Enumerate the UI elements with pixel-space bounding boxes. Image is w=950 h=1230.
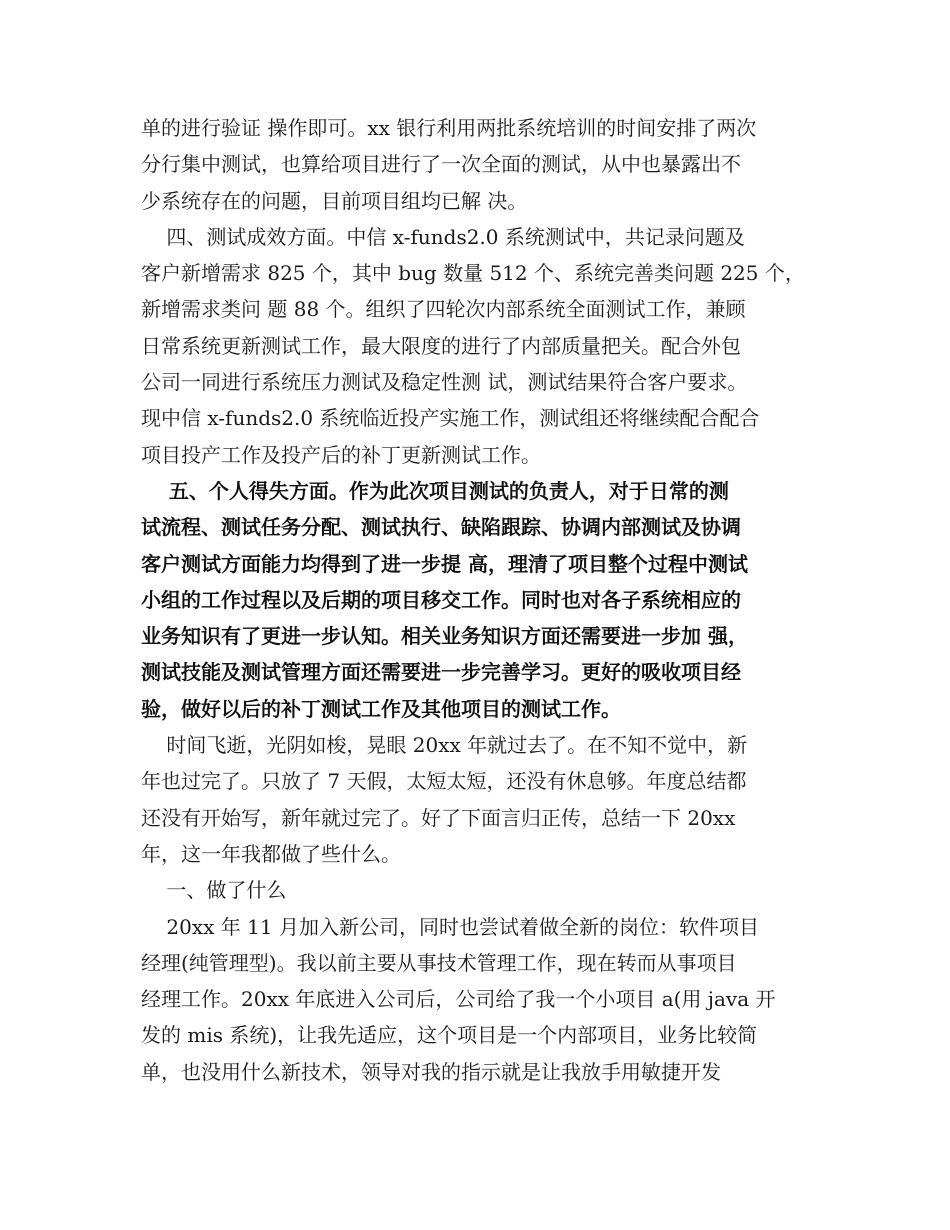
text-line: 发的 mis 系统)，让我先适应，这个项目是一个内部项目，业务比较简 xyxy=(141,1023,758,1048)
text-line: 客户新增需求 825 个，其中 bug 数量 512 个、系统完善类问题 225 个， xyxy=(141,261,805,286)
text-line: 时间飞逝，光阴如梭，晃眼 20xx 年就过去了。在不知不觉中，新 xyxy=(141,733,748,758)
text-line: 经理工作。20xx 年底进入公司后，公司给了我一个小项目 a(用 java 开 xyxy=(141,987,776,1012)
text-line: 业务知识有了更进一步认知。相关业务知识方面还需要进一步加 强， xyxy=(141,624,748,649)
text-line: 验，做好以后的补丁测试工作及其他项目的测试工作。 xyxy=(141,696,621,721)
text-line: 还没有开始写，新年就过完了。好了下面言归正传，总结一下 20xx xyxy=(141,805,736,830)
document-body xyxy=(141,110,813,1090)
text-line: 一、做了什么 xyxy=(141,878,287,903)
text-line: 试流程、测试任务分配、测试执行、缺陷跟踪、协调内部测试及协调 xyxy=(141,515,741,540)
text-line: 四、测试成效方面。中信 x-funds2.0 系统测试中，共记录问题及 xyxy=(141,224,745,249)
text-line: 小组的工作过程以及后期的项目移交工作。同时也对各子系统相应的 xyxy=(141,587,741,612)
paragraph-test-results xyxy=(141,219,813,473)
text-line: 经理(纯管理型)。我以前主要从事技术管理工作，现在转而从事项目 xyxy=(141,950,737,975)
section-heading xyxy=(141,872,813,908)
paragraph-new-company xyxy=(141,909,813,1090)
paragraph-year-summary xyxy=(141,727,813,872)
text-line: 20xx 年 11 月加入新公司，同时也尝试着做全新的岗位：软件项目 xyxy=(141,914,759,939)
text-line: 公司一同进行系统压力测试及稳定性测 试，测试结果符合客户要求。 xyxy=(141,370,748,395)
text-line: 项目投产工作及投产后的补丁更新测试工作。 xyxy=(141,442,541,467)
text-line: 日常系统更新测试工作，最大限度的进行了内部质量把关。配合外包 xyxy=(141,333,741,358)
text-line: 分行集中测试，也算给项目进行了一次全面的测试，从中也暴露出不 xyxy=(141,152,741,177)
text-line: 新增需求类问 题 88 个。组织了四轮次内部系统全面测试工作，兼顾 xyxy=(141,297,746,322)
text-line: 单的进行验证 操作即可。xx 银行利用两批系统培训的时间安排了两次 xyxy=(141,116,757,140)
text-line: 测试技能及测试管理方面还需要进一步完善学习。更好的吸收项目经 xyxy=(141,660,741,685)
paragraph-personal-gains xyxy=(141,473,813,727)
text-line: 少系统存在的问题，目前项目组均已解 决。 xyxy=(141,188,528,213)
text-line: 客户测试方面能力均得到了进一步提 高，理清了项目整个过程中测试 xyxy=(141,551,748,576)
text-line: 现中信 x-funds2.0 系统临近投产实施工作，测试组还将继续配合配合 xyxy=(141,406,760,431)
text-line: 年也过完了。只放了 7 天假，太短太短，还没有休息够。年度总结都 xyxy=(141,769,747,794)
text-line: 五、个人得失方面。作为此次项目测试的负责人，对于日常的测 xyxy=(141,478,729,503)
text-line: 年，这一年我都做了些什么。 xyxy=(141,841,401,866)
paragraph-verification xyxy=(141,110,813,219)
text-line: 单，也没用什么新技术，领导对我的指示就是让我放手用敏捷开发 xyxy=(141,1059,721,1084)
